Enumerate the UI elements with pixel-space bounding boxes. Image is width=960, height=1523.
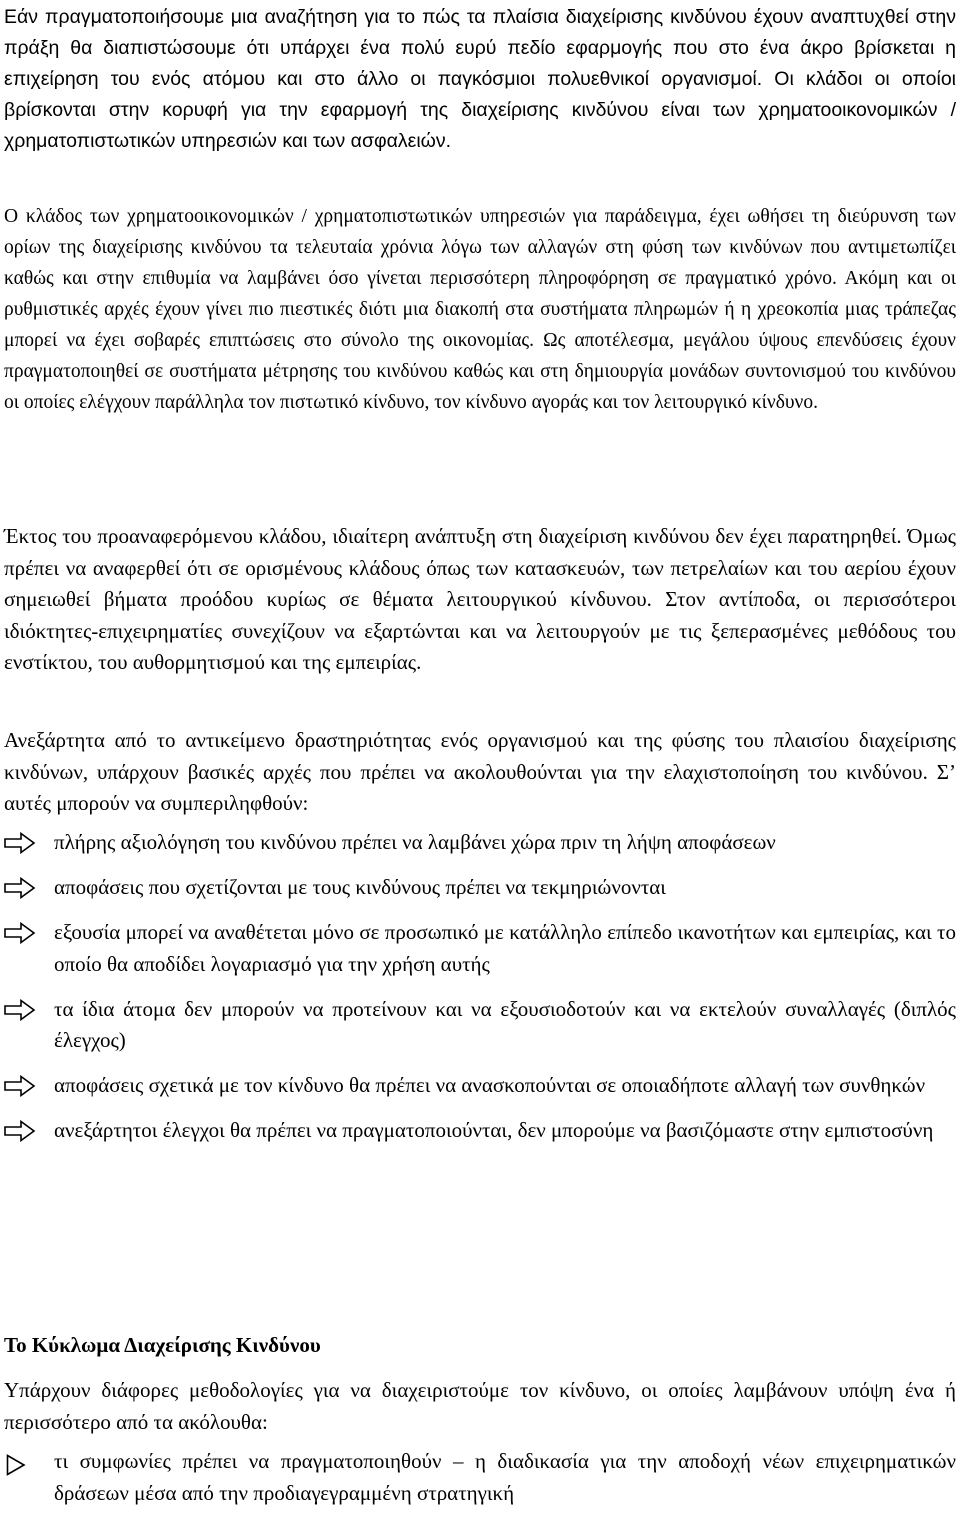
hollow-right-arrow-icon	[4, 832, 36, 854]
list-item	[4, 994, 956, 1057]
hollow-triangle-icon	[6, 1454, 26, 1476]
list-item	[4, 827, 956, 859]
paragraph-financial-sector: Ο κλάδος των χρηματοοικονομικών / χρηματοπιστωτικών υπηρεσιών για παράδειγμα, έχει ωθήσει τη διεύρυνση των ορίων της διαχείρισης κινδύνου τα τελευταία χρόνια λόγω των αλλαγών στη φύση των κινδύνων που αντιμετωπίζει καθώς και στην επιθυμία να λαμβάνει όσο γίνεται περισσότερη πληροφόρηση σε πραγματικό χρόνο. Ακόμη και οι ρυθμιστικές αρχές έχουν γίνει πιο πιεστικές διότι μια διακοπή στα συστήματα πληρωμών ή η χρεοκοπία μιας τράπεζας μπορεί να έχει σοβαρές επιπτώσεις στο σύνολο της οικονομίας. Ως αποτέλεσμα, μεγάλου ύψους επενδύσεις έχουν πραγματοποιηθεί σε συστήματα μέτρησης του κινδύνου καθώς και στη δημιουργία μονάδων συντονισμού του κινδύνου οι οποίες ελέγχουν παράλληλα τον πιστωτικό κίνδυνο, τον κίνδυνο αγοράς και τον λειτουργικό κίνδυνο.	[4, 206, 956, 413]
list-item	[4, 1115, 956, 1147]
hollow-right-arrow-icon	[4, 1120, 36, 1142]
list-item	[4, 917, 956, 980]
paragraph-intro: Εάν πραγματοποιήσουμε μια αναζήτηση για το πώς τα πλαίσια διαχείρισης κινδύνου έχουν αναπτυχθεί στην πράξη θα διαπιστώσουμε ότι υπάρχει ένα πολύ ευρύ πεδίο εφαρμογής που στο ένα άκρο βρίσκεται η επιχείρηση του ενός ατόμου και στο άλλο οι παγκόσμιοι πολυεθνικοί οργανισμοί. Οι κλάδοι οι οποίοι βρίσκονται στην κορυφή για την εφαρμογή της διαχείρισης κινδύνου είναι των χρηματοοικονομικών / χρηματοπιστωτικών υπηρεσιών και των ασφαλειών.	[4, 6, 956, 152]
list-item-text: τι συμφωνίες πρέπει να πραγματοποιηθούν – η διαδικασία για την αποδοχή νέων επιχειρηματικών δράσεων μέσα από την προδιαγεγραμμένη στρατηγική	[54, 1449, 956, 1505]
list-item-text: εξουσία μπορεί να αναθέτεται μόνο σε προσωπικό με κατάλληλο επίπεδο ικανοτήτων και εμπειρίας, και το οποίο θα αποδίδει λογαριασμό για την χρήση αυτής	[54, 920, 956, 976]
principles-list	[4, 827, 956, 1160]
hollow-right-arrow-icon	[4, 922, 36, 944]
list-item-text: τα ίδια άτομα δεν μπορούν να προτείνουν και να εξουσιοδοτούν και να εκτελούν συναλλαγές (διπλός έλεγχος)	[54, 996, 956, 1052]
hollow-right-arrow-icon	[4, 999, 36, 1021]
list-item	[4, 1070, 956, 1102]
list-item-text: ανεξάρτητοι έλεγχοι θα πρέπει να πραγματοποιούνται, δεν μπορούμε να βασιζόμαστε στην εμπιστοσύνη	[54, 1118, 934, 1142]
methodology-list	[4, 1446, 956, 1523]
paragraph-basic-principles: Ανεξάρτητα από το αντικείμενο δραστηριότητας ενός οργανισμού και της φύσης του πλαισίου διαχείρισης κινδύνων, υπάρχουν βασικές αρχές που πρέπει να ακολουθούνται για την ελαχιστοποίηση του κινδύνου. Σ’ αυτές μπορούν να συμπεριληφθούν:	[4, 728, 956, 815]
hollow-right-arrow-icon	[4, 1075, 36, 1097]
list-item-text: πλήρης αξιολόγηση του κινδύνου πρέπει να λαμβάνει χώρα πριν τη λήψη αποφάσεων	[54, 830, 776, 854]
hollow-right-arrow-icon	[4, 877, 36, 899]
paragraph-other-sectors: Έκτος του προαναφερόμενου κλάδου, ιδιαίτερη ανάπτυξη στη διαχείριση κινδύνου δεν έχει παρατηρηθεί. Όμως πρέπει να αναφερθεί ότι σε ορισμένους κλάδους όπως των κατασκευών, των πετρελαίων και του αερίου έχουν σημειωθεί βήματα προόδου κυρίως σε θέματα λειτουργικού κίνδυνου. Στον αντίποδα, οι περισσότεροι ιδιόκτητες-επιχειρηματίες συνεχίζουν να εξαρτώνται και να λειτουργούν με τις ξεπερασμένες μεθόδους του ενστίκτου, του αυθορμητισμού και της εμπειρίας.	[4, 524, 956, 674]
section-intro: Υπάρχουν διάφορες μεθοδολογίες για να διαχειριστούμε τον κίνδυνο, οι οποίες λαμβάνουν υπόψη ένα ή περισσότερο από τα ακόλουθα:	[4, 1378, 956, 1434]
list-item	[4, 872, 956, 904]
list-item-text: αποφάσεις σχετικά με τον κίνδυνο θα πρέπει να ανασκοπούνται σε οποιαδήποτε αλλαγή των συνθηκών	[54, 1073, 926, 1097]
section-heading: Το Κύκλωμα Διαχείρισης Κινδύνου	[4, 1333, 321, 1357]
list-item	[4, 1446, 956, 1509]
list-item-text: αποφάσεις που σχετίζονται με τους κινδύνους πρέπει να τεκμηριώνονται	[54, 875, 666, 899]
